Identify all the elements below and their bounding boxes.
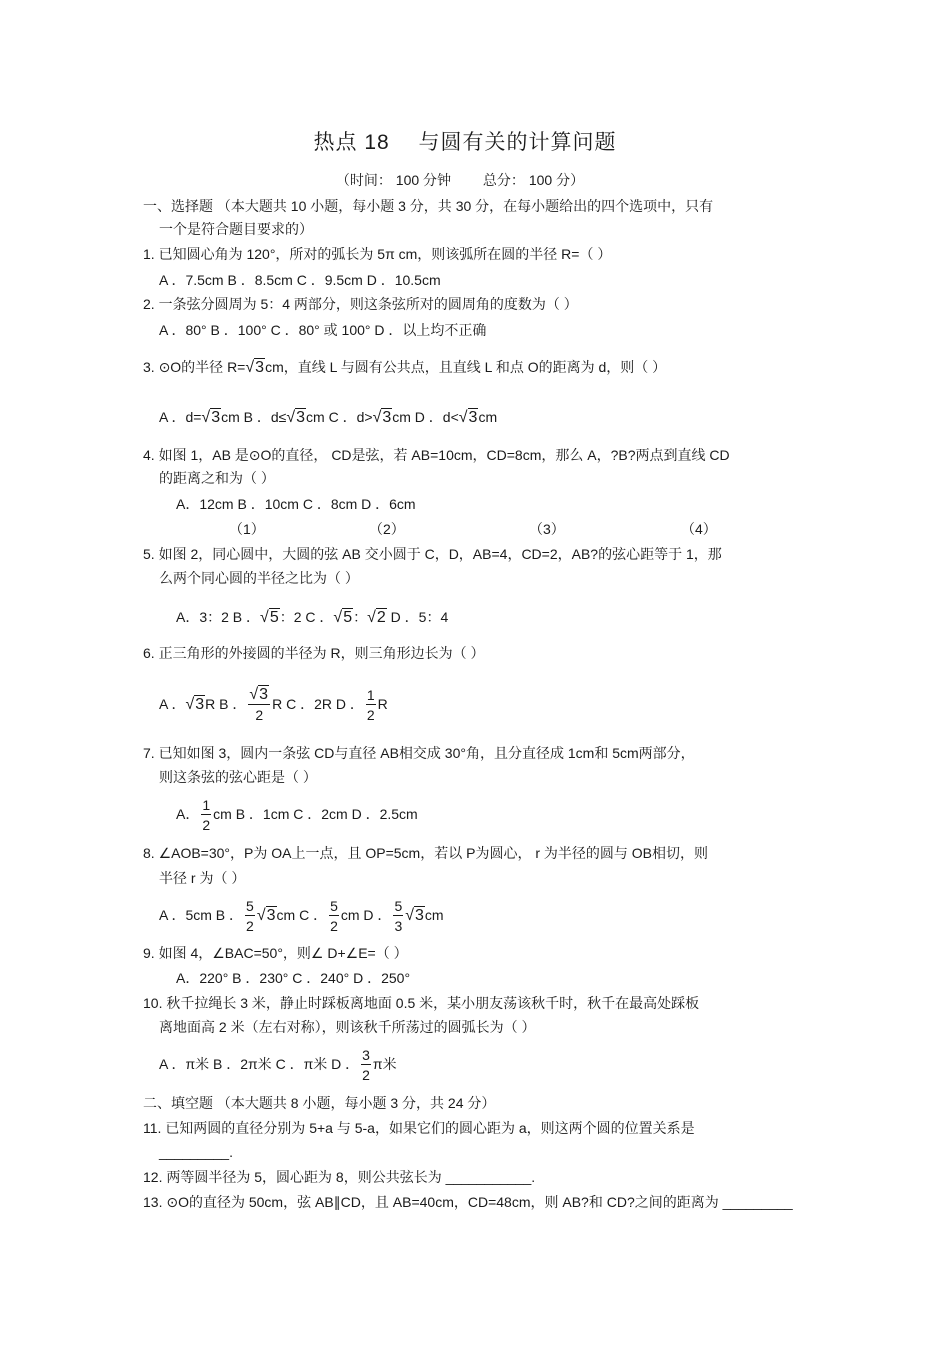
question-7-stem-cont: 则这条弦的弦心距是（ ） [159, 769, 317, 785]
question-9-options: A．220° B ．230° C ．240° D ．250° [176, 970, 411, 986]
figure-label-1: （1） [229, 521, 265, 537]
fraction-1-over-2 [366, 686, 376, 725]
sqrt-5: √5 [260, 609, 279, 626]
question-11-stem: 11. 已知两圆的直径分别为 5+a 与 5-a，如果它们的圆心距为 a，则这两个圆的位置关系是 [143, 1120, 695, 1136]
question-5-stem: 5. 如图 2，同心圆中，大圆的弦 AB 交小圆于 C，D，AB=4，CD=2，AB?的弦心距等于 1，那 [143, 546, 722, 562]
sqrt-2: √2 [367, 609, 386, 626]
question-6-options [159, 682, 388, 727]
question-6-stem: 6. 正三角形的外接圆的半径为 R，则三角形边长为（ ） [143, 645, 485, 661]
sqrt-3: √3 [245, 359, 265, 376]
section-1-heading-cont: 一个是符合题目要求的） [159, 221, 313, 237]
q10-opt-b: π米 [372, 1056, 397, 1072]
q5-opt-d: D ．5：4 [386, 609, 449, 625]
sqrt-3-radicand: 3 [415, 907, 424, 924]
question-1-stem: 1. 已知圆心角为 120°，所对的弧长为 5π cm，则该弧所在圆的半径 R=（ ） [143, 246, 612, 262]
question-10-options [159, 1042, 397, 1086]
q6-opt-c: R C ．2R D ． [272, 696, 364, 712]
denominator: 2 [202, 816, 211, 833]
q3-opt-b: cm B ．d≤ [221, 409, 287, 425]
q3-opt-e: cm [478, 409, 498, 425]
sqrt-3-radicand: 3 [259, 686, 269, 704]
q7-opt-b: cm B ．1cm C ．2cm D ．2.5cm [213, 806, 418, 822]
q3-opt-c: cm C ．d> [306, 409, 373, 425]
fraction-5-over-2 [245, 897, 255, 936]
q7-opt-a: A． [176, 806, 200, 822]
sqrt-3: √3 [201, 409, 221, 426]
question-4-options: A．12cm B ．10cm C ．8cm D ．6cm [176, 496, 416, 512]
denominator: 3 [394, 917, 403, 934]
q6-opt-d: R [377, 696, 388, 712]
question-10-stem: 10. 秋千拉绳长 3 米，静止时踩板离地面 0.5 米，某小朋友荡该秋千时，秋千在最高处踩板 [143, 995, 700, 1011]
q5-opt-a: A．3：2 B ． [176, 609, 261, 625]
sqrt-3-radicand: 3 [195, 696, 205, 713]
section-2-heading: 二、填空题 （本大题共 8 小题，每小题 3 分，共 24 分） [143, 1095, 496, 1111]
denominator: 2 [246, 917, 254, 934]
question-11-blank: _________. [159, 1144, 233, 1160]
question-2-options: A ．80° B ．100° C ．80° 或 100° D ．以上均不正确 [159, 322, 487, 338]
numerator: 1 [366, 686, 375, 703]
question-13-stem: 13. ⊙O的直径为 50cm，弦 AB∥CD，且 AB=40cm，CD=48cm，则 AB?和 CD?之间的距离为 _________ [143, 1194, 793, 1210]
sqrt-3: √3 [372, 409, 392, 426]
sqrt-3: √3 [249, 686, 269, 704]
sqrt-3: √3 [458, 409, 478, 426]
question-3-options [159, 408, 497, 427]
q6-opt-a: A ． [159, 696, 186, 712]
question-4-stem: 4. 如图 1，AB 是⊙O的直径， CD是弦，若 AB=10cm，CD=8cm，那么 A，?B?两点到直线 CD [143, 447, 730, 463]
sqrt-3: √3 [405, 907, 424, 924]
question-5-stem-cont: 么两个同心圆的半径之比为（ ） [159, 570, 359, 586]
sqrt-3-radicand: 3 [296, 409, 306, 426]
sqrt-3-radicand: 3 [382, 409, 392, 426]
question-10-stem-cont: 离地面高 2 米（左右对称），则该秋千所荡过的圆弧长为（ ） [159, 1019, 536, 1035]
figure-label-4: （4） [681, 521, 717, 537]
question-8-options [159, 893, 444, 938]
q8-opt-a: A ．5cm B ． [159, 907, 244, 923]
numerator: 5 [246, 897, 254, 914]
page-title: 热点 18 与圆有关的计算问题 [313, 131, 617, 154]
numerator: 3 [362, 1046, 370, 1063]
q8-opt-b: cm C ． [276, 907, 328, 923]
q3-opt-d: cm D ．d< [392, 409, 459, 425]
denominator: 2 [330, 917, 338, 934]
q8-opt-d: cm [424, 907, 444, 923]
question-3-stem [143, 358, 666, 377]
sqrt-5-radicand: 5 [269, 609, 279, 626]
fraction-5-over-2 [329, 897, 339, 936]
question-7-options [176, 792, 418, 836]
sqrt-3: √3 [286, 409, 306, 426]
sqrt-2-radicand: 2 [376, 609, 386, 626]
q5-opt-c: ： [353, 609, 368, 625]
sqrt-3-radicand: 3 [266, 907, 276, 924]
fraction-1-over-2 [201, 796, 211, 835]
question-3-stem-end: cm，直线 L 与圆有公共点，且直线 L 和点 O的距离为 d，则（ ） [265, 359, 667, 375]
denominator: 2 [255, 707, 264, 724]
question-1-options: A ．7.5cm B ．8.5cm C ．9.5cm D ．10.5cm [159, 272, 441, 288]
q5-opt-b: ：2 C ． [279, 609, 334, 625]
section-1-heading: 一、选择题 （本大题共 10 小题，每小题 3 分，共 30 分，在每小题给出的四个选项中，只有 [143, 198, 714, 214]
question-8-stem-cont: 半径 r 为（ ） [159, 870, 246, 886]
sqrt-3: √3 [256, 907, 276, 924]
denominator: 2 [362, 1066, 370, 1083]
question-12-stem: 12. 两等圆半径为 5，圆心距为 8，则公共弦长为 ___________. [143, 1169, 536, 1185]
question-2-stem: 2. 一条弦分圆周为 5：4 两部分，则这条弦所对的圆周角的度数为（ ） [143, 296, 578, 312]
sqrt-5-radicand: 5 [343, 609, 353, 626]
fraction-5-over-3 [393, 897, 403, 936]
question-8-stem: 8. ∠AOB=30°，P为 OA上一点，且 OP=5cm，若以 P为圆心， r 为半径的圆与 OB相切，则 [143, 845, 709, 861]
sqrt-5: √5 [333, 609, 353, 626]
q3-opt-a: A ．d= [159, 409, 202, 425]
q6-opt-b: R B ． [205, 696, 247, 712]
question-4-stem-cont: 的距离之和为（ ） [159, 470, 275, 486]
q8-opt-c: cm D ． [340, 907, 392, 923]
figure-label-3: （3） [529, 521, 565, 537]
sqrt-3-radicand: 3 [255, 359, 265, 376]
question-7-stem: 7. 已知如图 3，圆内一条弦 CD与直径 AB相交成 30°角，且分直径成 1cm和 5cm两部分， [143, 745, 695, 761]
sqrt-3-radicand: 3 [468, 409, 478, 426]
numerator: 5 [394, 897, 403, 914]
q10-opt-a: A ．π米 B ．2π米 C ．π米 D ． [159, 1056, 360, 1072]
question-3-stem-start: 3. ⊙O的半径 R= [143, 359, 246, 375]
fraction-sqrt3-over-2 [248, 685, 270, 725]
exam-info: （时间： 100 分钟 总分： 100 分） [335, 172, 585, 188]
sqrt-3: √3 [185, 696, 205, 713]
question-9-stem: 9. 如图 4，∠BAC=50°，则∠ D+∠E=（ ） [143, 945, 408, 961]
numerator: 5 [330, 897, 338, 914]
fraction-3-over-2 [361, 1046, 371, 1085]
question-5-options [176, 608, 448, 627]
numerator: 1 [202, 796, 211, 813]
denominator: 2 [366, 706, 375, 723]
sqrt-3-radicand: 3 [211, 409, 221, 426]
figure-label-2: （2） [369, 521, 405, 537]
